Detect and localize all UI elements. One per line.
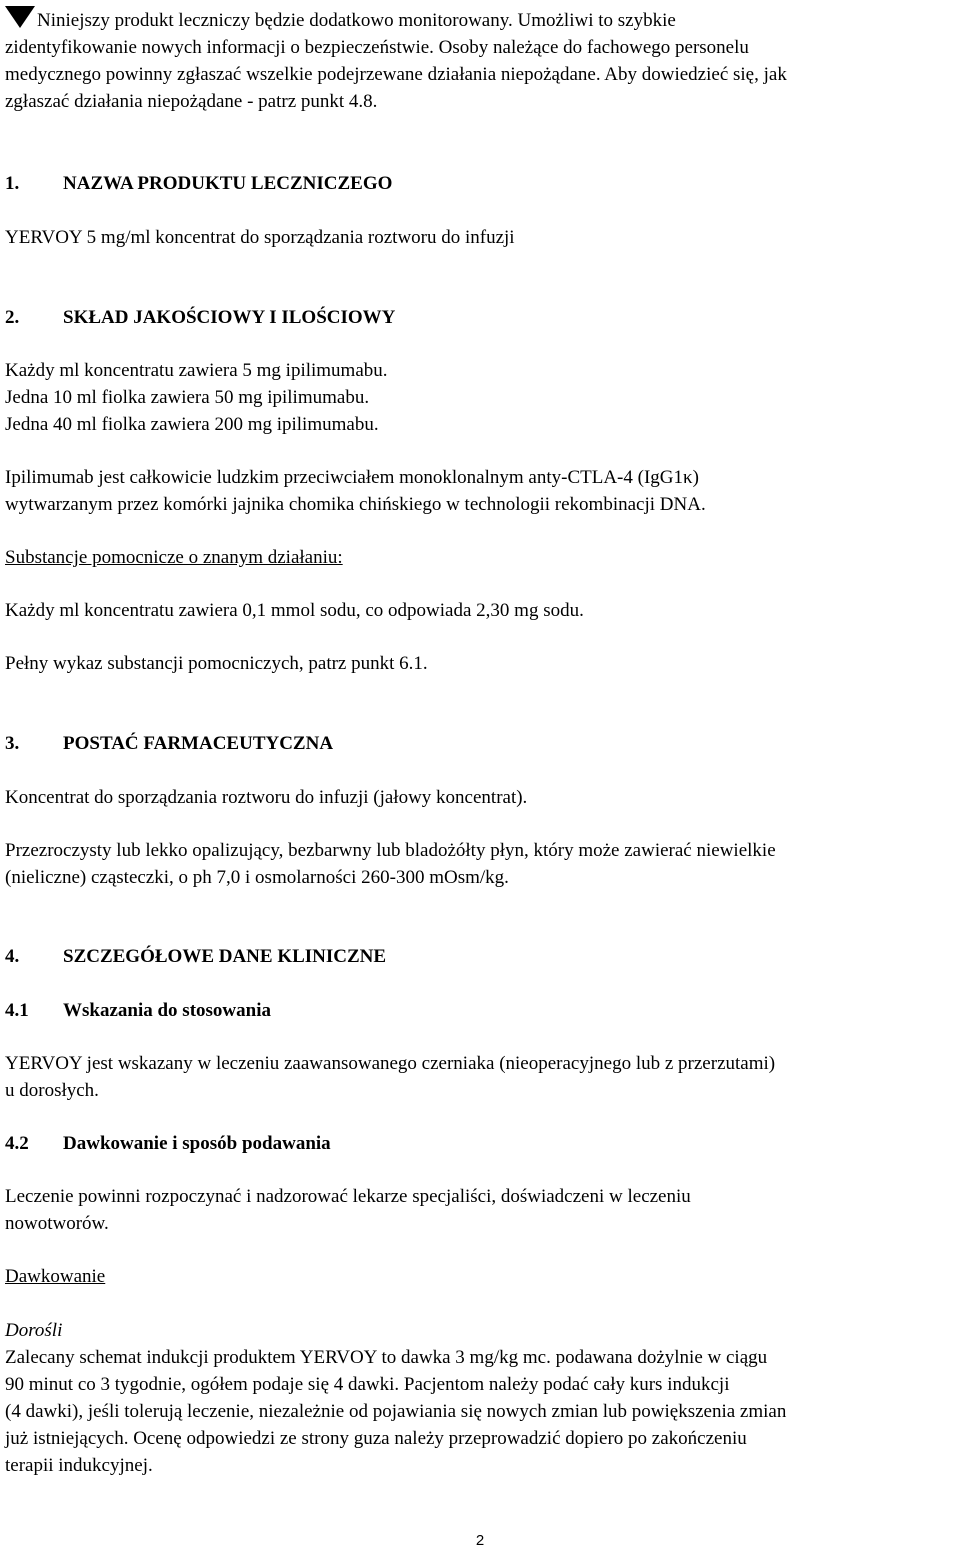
dosing-line-1: Zalecany schemat indukcji produktem YERVOY to dawka 3 mg/kg mc. podawana dożylnie w ciągu [5, 1347, 768, 1368]
appearance-line-2: (nieliczne) cząsteczki, o ph 7,0 i osmolarności 260-300 mOsm/kg. [5, 867, 509, 888]
section-4-2-number: 4.2 [5, 1133, 29, 1154]
section-4-heading [5, 943, 955, 970]
section-4-1-number: 4.1 [5, 1000, 29, 1021]
section-1-title: NAZWA PRODUKTU LECZNICZEGO [63, 173, 393, 194]
ipilimumab-line-1: Ipilimumab jest całkowicie ludzkim przeciwciałem monoklonalnym anty-CTLA-4 (IgG1κ) [5, 467, 699, 488]
composition-list [5, 357, 955, 438]
section-4-1-title: Wskazania do stosowania [63, 1000, 271, 1021]
dosing-line-2: 90 minut co 3 tygodnie, ogółem podaje się 4 dawki. Pacjentom należy podać cały kurs indukcji [5, 1374, 730, 1395]
notice-line-4: zgłaszać działania niepożądane - patrz punkt 4.8. [5, 91, 378, 112]
dosing-line-5: terapii indukcyjnej. [5, 1455, 153, 1476]
section-1-heading [5, 170, 955, 197]
initiation-line-1: Leczenie powinni rozpoczynać i nadzorować lekarze specjaliści, doświadczeni w leczeniu [5, 1186, 691, 1207]
adult-dosing-text [5, 1344, 955, 1479]
section-4-1-heading [5, 997, 955, 1024]
dosing-line-4: już istniejących. Ocenę odpowiedzi ze strony guza należy przeprowadzić dopiero po zakończeniu [5, 1428, 747, 1449]
full-excipients-reference: Pełny wykaz substancji pomocniczych, patrz punkt 6.1. [5, 653, 428, 674]
section-3-number: 3. [5, 733, 20, 754]
dosing-line-3: (4 dawki), jeśli tolerują leczenie, niezależnie od pojawiania się nowych zmian lub powiększenia zmian [5, 1401, 787, 1422]
appearance-description [5, 837, 955, 891]
section-2-heading [5, 304, 955, 331]
section-3-title: POSTAĆ FARMACEUTYCZNA [63, 733, 334, 754]
adults-heading: Dorośli [5, 1320, 63, 1341]
section-4-number: 4. [5, 946, 20, 967]
ipilimumab-description [5, 464, 955, 518]
indications-line-2: u dorosłych. [5, 1080, 99, 1101]
excipients-heading: Substancje pomocnicze o znanym działaniu: [5, 547, 343, 568]
section-2-number: 2. [5, 307, 20, 328]
treatment-initiation-text [5, 1183, 955, 1237]
dosing-heading: Dawkowanie [5, 1266, 106, 1287]
notice-line-3: medycznego powinny zgłaszać wszelkie podejrzewane działania niepożądane. Aby dowiedzieć się, jak [5, 64, 787, 85]
indications-line-1: YERVOY jest wskazany w leczeniu zaawansowanego czerniaka (nieoperacyjnego lub z przerzutami) [5, 1053, 776, 1074]
ipilimumab-line-2: wytwarzanym przez komórki jajnika chomika chińskiego w technologii rekombinacji DNA. [5, 494, 706, 515]
product-name: YERVOY 5 mg/ml koncentrat do sporządzania roztworu do infuzji [5, 227, 515, 248]
section-1-number: 1. [5, 173, 20, 194]
section-4-title: SZCZEGÓŁOWE DANE KLINICZNE [63, 946, 387, 967]
section-2-title: SKŁAD JAKOŚCIOWY I ILOŚCIOWY [63, 307, 396, 328]
composition-line-3: Jedna 40 ml fiolka zawiera 200 mg ipilimumabu. [5, 414, 379, 435]
section-4-2-heading [5, 1130, 955, 1157]
composition-line-2: Jedna 10 ml fiolka zawiera 50 mg ipilimumabu. [5, 387, 370, 408]
composition-line-1: Każdy ml koncentratu zawiera 5 mg ipilimumabu. [5, 360, 388, 381]
initiation-line-2: nowotworów. [5, 1213, 109, 1234]
pharmaceutical-form: Koncentrat do sporządzania roztworu do infuzji (jałowy koncentrat). [5, 787, 528, 808]
additional-monitoring-notice [5, 6, 955, 115]
section-4-2-title: Dawkowanie i sposób podawania [63, 1133, 331, 1154]
excipients-text: Każdy ml koncentratu zawiera 0,1 mmol sodu, co odpowiada 2,30 mg sodu. [5, 600, 584, 621]
page-number: 2 [475, 1532, 485, 1549]
appearance-line-1: Przezroczysty lub lekko opalizujący, bezbarwny lub bladożółty płyn, który może zawierać niewielkie [5, 840, 776, 861]
section-3-heading [5, 730, 955, 757]
black-triangle-icon [5, 6, 35, 28]
indications-text [5, 1050, 955, 1104]
notice-line-1: Niniejszy produkt leczniczy będzie dodatkowo monitorowany. Umożliwi to szybkie [37, 10, 676, 31]
notice-line-2: zidentyfikowanie nowych informacji o bezpieczeństwie. Osoby należące do fachowego personelu [5, 37, 749, 58]
